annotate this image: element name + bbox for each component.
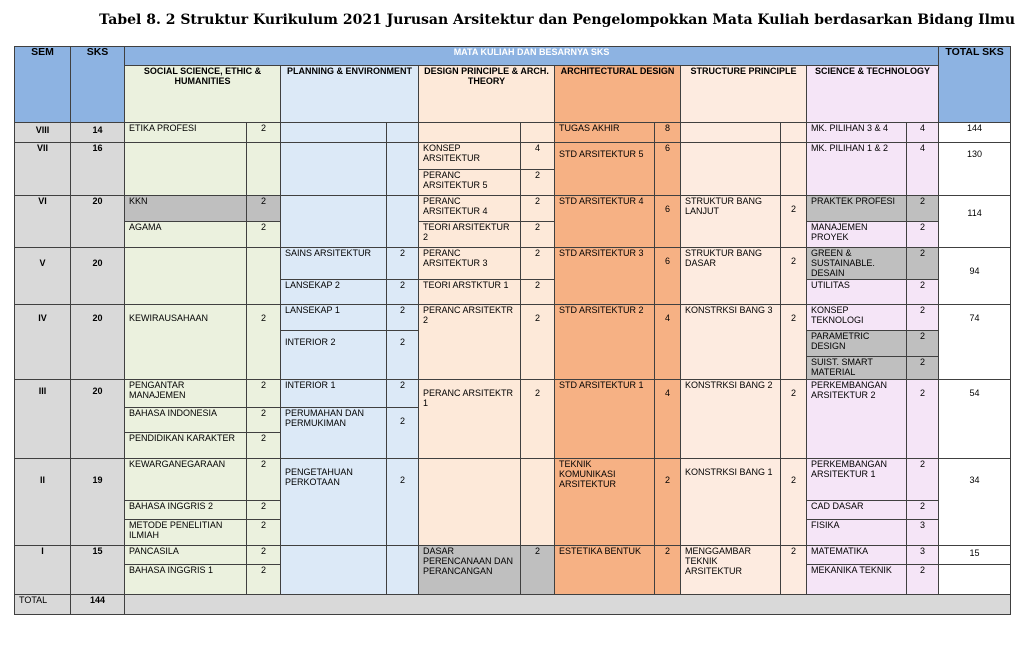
course-sks: 2	[521, 380, 555, 459]
header-sks: SKS	[71, 47, 125, 123]
course-name: STD ARSITEKTUR 5	[555, 143, 655, 196]
course-sks: 2	[387, 459, 419, 546]
course-name: MATEMATIKA	[807, 546, 907, 565]
empty-cell	[419, 123, 521, 143]
table-caption: Tabel 8. 2 Struktur Kurikulum 2021 Jurusan Arsitektur dan Pengelompokkan Mata Kuliah berdasarkan Bidang Ilmu	[99, 12, 1015, 28]
course-sks: 8	[655, 123, 681, 143]
course-name: MK. PILIHAN 3 & 4	[807, 123, 907, 143]
course-sks: 2	[781, 546, 807, 595]
sem-sks: 19	[71, 459, 125, 546]
course-name: PENDIDIKAN KARAKTER	[125, 433, 247, 459]
course-name: KEWARGANEGARAAN	[125, 459, 247, 501]
course-sks: 2	[247, 196, 281, 222]
course-sks: 2	[247, 222, 281, 248]
header-social: SOCIAL SCIENCE, ETHIC & HUMANITIES	[125, 66, 281, 123]
course-name: BAHASA INGGRIS 2	[125, 501, 247, 520]
course-sks: 4	[655, 305, 681, 380]
course-name: INTERIOR 2	[281, 331, 387, 380]
course-sks: 2	[907, 280, 939, 305]
course-sks: 3	[907, 520, 939, 546]
course-sks: 2	[247, 459, 281, 501]
course-sks: 2	[907, 331, 939, 357]
empty-cell	[681, 123, 781, 143]
empty-cell	[281, 546, 387, 595]
empty-cell	[281, 196, 387, 248]
course-name: KONSTRKSI BANG 3	[681, 305, 781, 380]
course-sks: 2	[907, 248, 939, 280]
course-sks: 2	[907, 459, 939, 501]
sem-label: VII	[15, 143, 71, 196]
course-name: PANCASILA	[125, 546, 247, 565]
course-name: TEORI ARSTKTUR 1	[419, 280, 521, 305]
course-name: PERANC ARSITEKTUR 3	[419, 248, 521, 280]
empty-cell	[781, 123, 807, 143]
course-name: STD ARSITEKTUR 3	[555, 248, 655, 305]
course-sks: 2	[247, 520, 281, 546]
empty-cell	[521, 123, 555, 143]
sem-label: V	[15, 248, 71, 305]
course-name: INTERIOR 1	[281, 380, 387, 408]
header-total-sks: TOTAL SKS	[939, 47, 1011, 123]
total-row-filler	[125, 595, 1011, 615]
course-sks: 6	[655, 248, 681, 305]
course-name: UTILITAS	[807, 280, 907, 305]
course-name: MENGGAMBAR TEKNIK ARSITEKTUR	[681, 546, 781, 595]
course-name: BAHASA INGGRIS 1	[125, 565, 247, 595]
course-sks: 2	[247, 565, 281, 595]
course-sks: 2	[907, 565, 939, 595]
course-sks: 4	[907, 123, 939, 143]
empty-cell	[419, 459, 521, 546]
sem-label: I	[15, 546, 71, 595]
sem-total-sks: 34	[939, 459, 1011, 546]
empty-cell	[281, 143, 387, 196]
sem-total-sks: 130	[939, 143, 1011, 196]
sem-total-sks: 54	[939, 380, 1011, 459]
total-sks: 144	[71, 595, 125, 615]
course-sks: 4	[907, 143, 939, 196]
course-name: STD ARSITEKTUR 2	[555, 305, 655, 380]
course-sks: 2	[521, 280, 555, 305]
course-name: GREEN & SUSTAINABLE. DESAIN	[807, 248, 907, 280]
course-sks: 2	[655, 546, 681, 595]
course-sks: 2	[387, 380, 419, 408]
course-sks: 2	[387, 280, 419, 305]
course-name: PRAKTEK PROFESI	[807, 196, 907, 222]
sem-total-sks: 15	[939, 546, 1011, 565]
course-name: KONSTRKSI BANG 1	[681, 459, 781, 546]
course-name: KONSEP TEKNOLOGI	[807, 305, 907, 331]
course-name: SUIST. SMART MATERIAL	[807, 357, 907, 380]
course-sks: 2	[247, 305, 281, 380]
empty-cell	[281, 123, 387, 143]
course-name: PERKEMBANGAN ARSITEKTUR 1	[807, 459, 907, 501]
course-sks: 2	[521, 222, 555, 248]
course-sks: 2	[781, 248, 807, 305]
empty-cell	[681, 143, 781, 196]
empty-cell	[125, 248, 247, 305]
course-sks: 2	[387, 248, 419, 280]
empty-cell	[247, 143, 281, 196]
course-sks: 2	[907, 196, 939, 222]
course-name: STRUKTUR BANG DASAR	[681, 248, 781, 305]
course-sks: 6	[655, 143, 681, 196]
course-name: AGAMA	[125, 222, 247, 248]
course-name: LANSEKAP 1	[281, 305, 387, 331]
sem-sks: 15	[71, 546, 125, 595]
empty-cell	[781, 143, 807, 196]
sem-total-sks: 74	[939, 305, 1011, 380]
course-name: PENGANTAR MANAJEMEN	[125, 380, 247, 408]
course-sks: 2	[247, 408, 281, 433]
header-design-principle: DESIGN PRINCIPLE & ARCH. THEORY	[419, 66, 555, 123]
course-sks: 2	[247, 546, 281, 565]
course-sks: 2	[781, 305, 807, 380]
course-name: KONSTRKSI BANG 2	[681, 380, 781, 459]
header-planning: PLANNING & ENVIRONMENT	[281, 66, 419, 123]
course-name: FISIKA	[807, 520, 907, 546]
course-sks: 4	[521, 143, 555, 170]
course-name: PERANC ARSITEKTR 1	[419, 380, 521, 459]
course-sks: 2	[521, 196, 555, 222]
course-sks: 2	[655, 459, 681, 546]
course-sks: 4	[655, 380, 681, 459]
course-sks: 6	[655, 196, 681, 248]
course-name: PERANC ARSITEKTUR 4	[419, 196, 521, 222]
course-sks: 2	[247, 123, 281, 143]
course-sks: 2	[247, 433, 281, 459]
header-group: MATA KULIAH DAN BESARNYA SKS	[125, 47, 939, 66]
header-science: SCIENCE & TECHNOLOGY	[807, 66, 939, 123]
course-name: MEKANIKA TEKNIK	[807, 565, 907, 595]
course-sks: 2	[781, 380, 807, 459]
course-sks: 2	[387, 408, 419, 459]
course-name: KKN	[125, 196, 247, 222]
course-name: PARAMETRIC DESIGN	[807, 331, 907, 357]
course-sks: 2	[907, 305, 939, 331]
sem-sks: 20	[71, 196, 125, 248]
course-sks: 2	[247, 380, 281, 408]
course-name: SAINS ARSITEKTUR	[281, 248, 387, 280]
empty-cell	[247, 248, 281, 305]
course-sks: 2	[781, 459, 807, 546]
course-name: PENGETAHUAN PERKOTAAN	[281, 459, 387, 546]
empty-cell	[387, 123, 419, 143]
sem-label: III	[15, 380, 71, 459]
course-name: MANAJEMEN PROYEK	[807, 222, 907, 248]
course-name: TUGAS AKHIR	[555, 123, 655, 143]
course-sks: 2	[247, 501, 281, 520]
total-label: TOTAL	[15, 595, 71, 615]
course-name: STRUKTUR BANG LANJUT	[681, 196, 781, 248]
course-name: PERANC ARSITEKTR 2	[419, 305, 521, 380]
sem-total-sks: 94	[939, 248, 1011, 305]
empty-cell	[939, 565, 1011, 595]
course-sks: 2	[521, 305, 555, 380]
sem-sks: 16	[71, 143, 125, 196]
sem-total-sks: 114	[939, 196, 1011, 248]
empty-cell	[125, 143, 247, 196]
sem-sks: 20	[71, 380, 125, 459]
course-sks: 2	[387, 305, 419, 331]
course-name: PERKEMBANGAN ARSITEKTUR 2	[807, 380, 907, 459]
empty-cell	[387, 143, 419, 196]
sem-label: II	[15, 459, 71, 546]
course-name: TEORI ARSITEKTUR 2	[419, 222, 521, 248]
sem-total-sks: 144	[939, 123, 1011, 143]
sem-label: IV	[15, 305, 71, 380]
sem-sks: 20	[71, 248, 125, 305]
header-sem: SEM	[15, 47, 71, 123]
course-name: STD ARSITEKTUR 4	[555, 196, 655, 248]
course-name: TEKNIK KOMUNIKASI ARSITEKTUR	[555, 459, 655, 546]
course-name: PERANC ARSITEKTUR 5	[419, 170, 521, 196]
curriculum-table	[14, 46, 1011, 615]
course-sks: 2	[521, 546, 555, 595]
empty-cell	[387, 546, 419, 595]
empty-cell	[521, 459, 555, 546]
course-sks: 2	[521, 248, 555, 280]
course-name: KEWIRAUSAHAAN	[125, 305, 247, 380]
empty-cell	[387, 196, 419, 248]
sem-label: VI	[15, 196, 71, 248]
course-name: LANSEKAP 2	[281, 280, 387, 305]
course-name: PERUMAHAN DAN PERMUKIMAN	[281, 408, 387, 459]
sem-sks: 14	[71, 123, 125, 143]
course-name: CAD DASAR	[807, 501, 907, 520]
course-sks: 2	[521, 170, 555, 196]
course-sks: 3	[907, 546, 939, 565]
course-sks: 2	[907, 357, 939, 380]
course-name: DASAR PERENCANAAN DAN PERANCANGAN	[419, 546, 521, 595]
course-sks: 2	[907, 501, 939, 520]
course-name: BAHASA INDONESIA	[125, 408, 247, 433]
header-architectural-design: ARCHITECTURAL DESIGN	[555, 66, 681, 123]
course-name: METODE PENELITIAN ILMIAH	[125, 520, 247, 546]
course-sks: 2	[781, 196, 807, 248]
course-name: STD ARSITEKTUR 1	[555, 380, 655, 459]
course-name: ESTETIKA BENTUK	[555, 546, 655, 595]
header-structure: STRUCTURE PRINCIPLE	[681, 66, 807, 123]
course-sks: 2	[387, 331, 419, 380]
sem-label: VIII	[15, 123, 71, 143]
course-name: MK. PILIHAN 1 & 2	[807, 143, 907, 196]
sem-sks: 20	[71, 305, 125, 380]
course-name: ETIKA PROFESI	[125, 123, 247, 143]
course-sks: 2	[907, 222, 939, 248]
course-sks: 2	[907, 380, 939, 459]
course-name: KONSEP ARSITEKTUR	[419, 143, 521, 170]
